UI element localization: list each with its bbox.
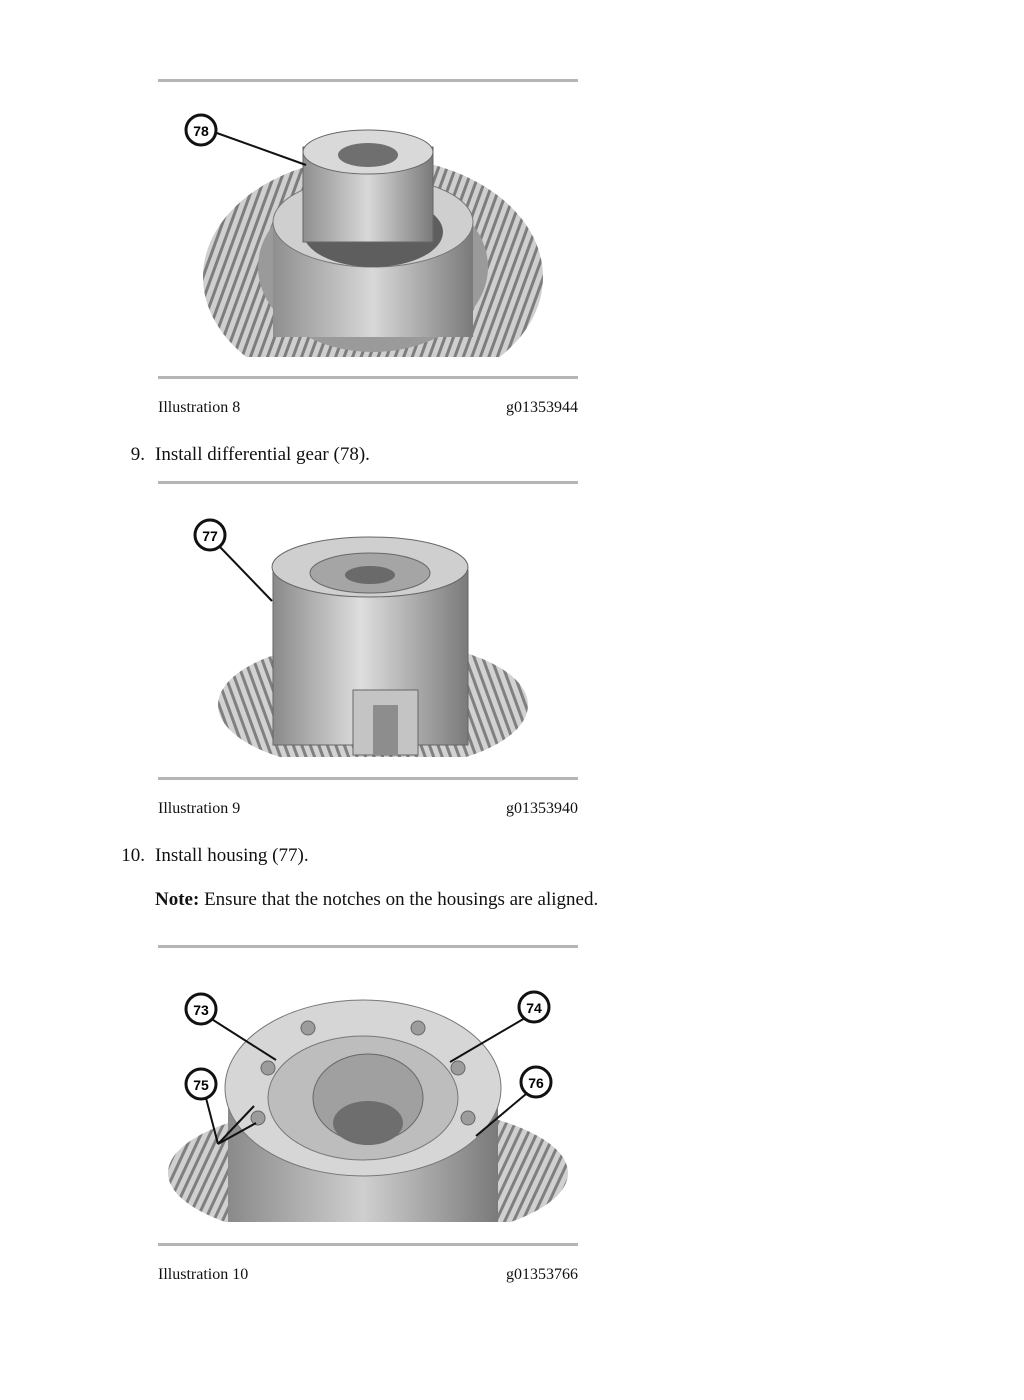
figure-9-bottom-rule <box>158 777 578 780</box>
callout-73-label: 73 <box>193 1002 209 1018</box>
step-10-number: 10. <box>121 845 145 866</box>
figure-8-caption <box>158 399 578 417</box>
illustration-10-label: Illustration 10 <box>158 1266 249 1283</box>
step-10 <box>121 845 309 867</box>
callout-77-label: 77 <box>202 528 218 544</box>
figure-8-top-rule <box>158 79 578 82</box>
illustration-8-code: g01353944 <box>506 399 578 416</box>
callout-74-label: 74 <box>526 1000 542 1016</box>
callout-78 <box>186 115 306 165</box>
illustration-9-label: Illustration 9 <box>158 800 241 817</box>
note <box>155 889 598 911</box>
step-9-number: 9. <box>130 444 145 465</box>
figure-8-bottom-rule <box>158 376 578 379</box>
figure-10-bottom-rule <box>158 1243 578 1246</box>
note-label: Note: <box>155 889 200 910</box>
illustration-10-code: g01353766 <box>506 1266 578 1283</box>
illustration-10-housing-top-image <box>158 958 578 1228</box>
note-text: Ensure that the notches on the housings are aligned. <box>204 889 599 910</box>
figure-9-top-rule <box>158 481 578 484</box>
step-10-text: Install housing (77). <box>155 845 309 866</box>
callout-77 <box>195 520 272 601</box>
callout-78-label: 78 <box>193 123 209 139</box>
illustration-9-housing-image <box>158 495 578 765</box>
figure-10-caption <box>158 1266 578 1284</box>
callout-75-label: 75 <box>193 1077 209 1093</box>
illustration-8-label: Illustration 8 <box>158 399 241 416</box>
step-9 <box>130 444 370 466</box>
illustration-8-gear-image <box>158 92 578 362</box>
callout-76-label: 76 <box>528 1075 544 1091</box>
figure-10-top-rule <box>158 945 578 948</box>
figure-9-caption <box>158 800 578 818</box>
step-9-text: Install differential gear (78). <box>155 444 370 465</box>
illustration-9-code: g01353940 <box>506 800 578 817</box>
